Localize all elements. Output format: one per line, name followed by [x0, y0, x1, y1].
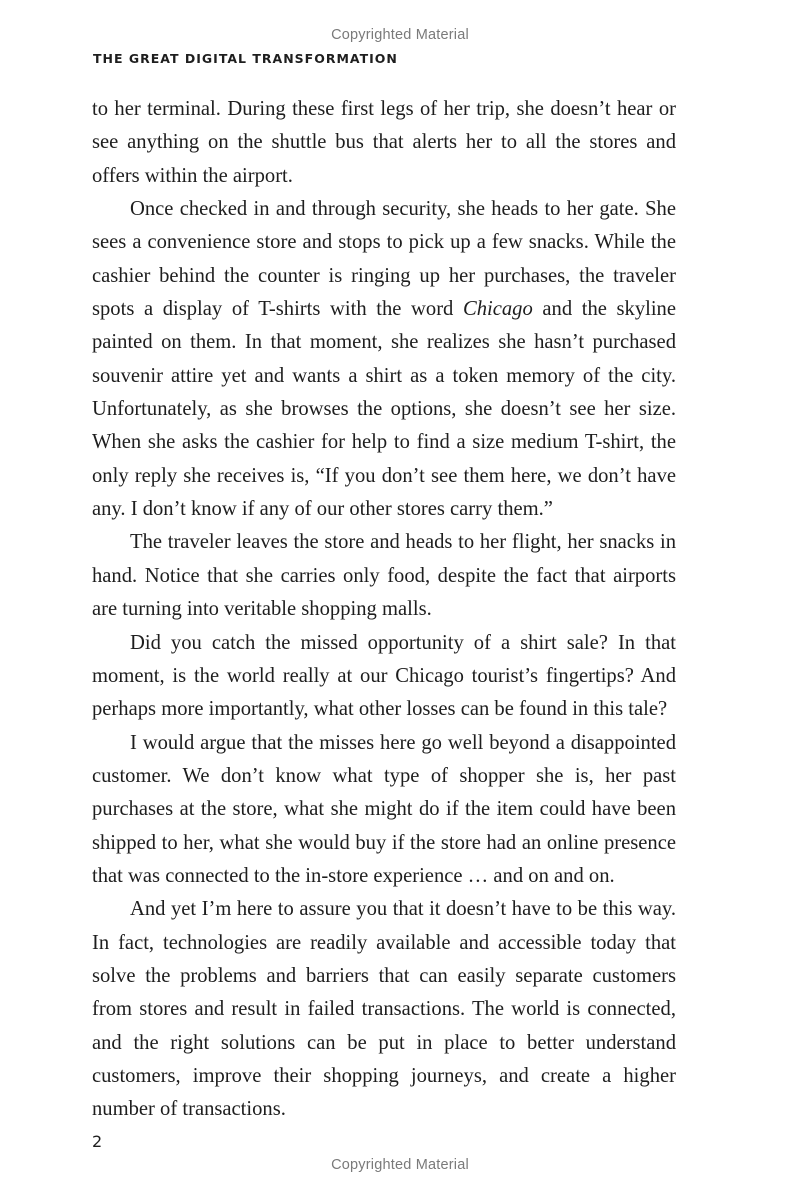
paragraph-2-text-end: and the skyline painted on them. In that moment, she realizes she hasn’t purchased souvenir attire yet and wants a shirt as a token memory of the city. Unfortunately, as she browses the options, she doesn’t see her size. When she asks the cashier for help to find a size medium T-shirt, the only reply she receives is, “If you don’t see them here, we don’t have any. I don’t know if any of our other stores carry them.” [92, 298, 676, 521]
emphasis-chicago: Chicago [462, 298, 533, 321]
paragraph-2 [92, 193, 676, 526]
page-number: 2 [92, 1132, 103, 1151]
paragraph-1: to her terminal. During these first legs of her trip, she doesn’t hear or see anything on the shuttle bus that alerts her to all the stores and offers within the airport. [92, 98, 676, 187]
running-head-title: THE GREAT DIGITAL TRANSFORMATION [93, 51, 398, 66]
paragraph-2-text-start: Once checked in and through security, she heads to her gate. She sees a convenience store and stops to pick up a few snacks. While the cashier behind the counter is ringing up her purchases, the traveler spots a display of T-shirts with the word [92, 198, 676, 321]
book-body-text [92, 93, 676, 1127]
paragraph-3: The traveler leaves the store and heads to her flight, her snacks in hand. Notice that she carries only food, despite the fact that airports are turning into veritable shopping malls. [92, 531, 676, 621]
paragraph-4: Did you catch the missed opportunity of a shirt sale? In that moment, is the world really at our Chicago tourist’s fingertips? And perhaps more importantly, what other losses can be found in this tale? [92, 631, 676, 721]
paragraph-5: I would argue that the misses here go well beyond a disappointed customer. We don’t know what type of shopper she is, her past purchases at the store, what she might do if the item could have been shipped to her, what she would buy if the store had an online presence that was connected to the in-store experience … and on and on. [92, 731, 676, 887]
copyright-notice-bottom: Copyrighted Material [331, 1157, 469, 1173]
copyright-notice-top: Copyrighted Material [331, 27, 469, 43]
paragraph-6: And yet I’m here to assure you that it doesn’t have to be this way. In fact, technologies are readily available and accessible today that solve the problems and barriers that can easily separate customers from stores and result in failed transactions. The world is connected, and the right solutions can be put in place to better understand customers, improve their shopping journeys, and create a higher number of transactions. [92, 898, 676, 1121]
